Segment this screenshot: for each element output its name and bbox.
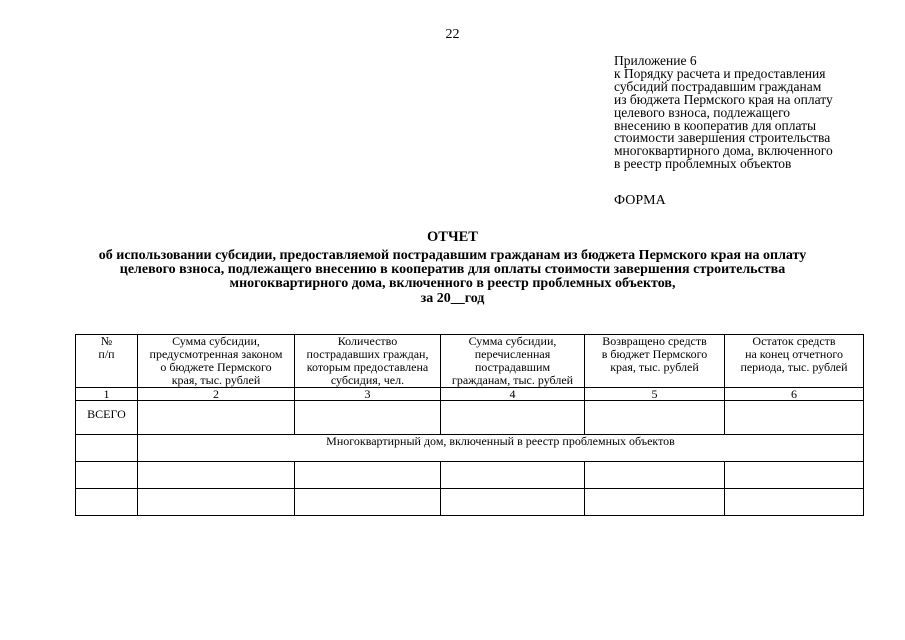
- appendix-line: к Порядку расчета и предоставления: [614, 65, 826, 81]
- column-number: 1: [76, 388, 138, 401]
- report-table: [75, 334, 864, 516]
- column-number: 6: [725, 388, 864, 401]
- table-cell: [585, 401, 725, 435]
- section-label: Многоквартирный дом, включенный в реестр проблемных объектов: [138, 435, 864, 462]
- appendix-line: в реестр проблемных объектов: [614, 156, 792, 172]
- table-row: [76, 462, 864, 489]
- document-subtitle: [40, 249, 865, 306]
- header-cell-subsidy-planned: Сумма субсидии, предусмотренная законом о бюджете Пермского края, тыс. рублей: [138, 335, 295, 388]
- subtitle-line: целевого взноса, подлежащего внесению в кооператив для оплаты стоимости завершения строительства: [119, 262, 786, 278]
- appendix-line: из бюджета Пермского края на оплату: [614, 91, 833, 107]
- table-header-row: [76, 335, 864, 388]
- table-cell: [138, 462, 295, 489]
- form-label: ФОРМА: [614, 193, 666, 208]
- total-row: [76, 401, 864, 435]
- column-number: 5: [585, 388, 725, 401]
- table-cell: [725, 462, 864, 489]
- column-number: 2: [138, 388, 295, 401]
- table-cell: [725, 489, 864, 516]
- appendix-line: многоквартирного дома, включенного: [614, 143, 833, 159]
- column-number: 3: [295, 388, 441, 401]
- subtitle-line: за 20__год: [420, 290, 485, 306]
- appendix-line: стоимости завершения строительства: [614, 130, 831, 146]
- appendix-header: [614, 55, 889, 171]
- appendix-line: Приложение 6: [614, 53, 697, 68]
- subtitle-line: многоквартирного дома, включенного в реестр проблемных объектов,: [229, 276, 676, 292]
- appendix-line: целевого взноса, подлежащего: [614, 104, 791, 120]
- table-cell: [138, 401, 295, 435]
- table-cell: [295, 489, 441, 516]
- subtitle-line: об использовании субсидии, предоставляемой пострадавшим гражданам из бюджета Пермского края на оплату: [98, 248, 807, 263]
- column-number-row: [76, 388, 864, 401]
- table-row: [76, 489, 864, 516]
- table-cell: [441, 489, 585, 516]
- table-cell: [585, 462, 725, 489]
- table-cell: [585, 489, 725, 516]
- document-title: ОТЧЕТ: [427, 229, 478, 245]
- total-label: ВСЕГО: [76, 401, 138, 435]
- table-cell: [725, 401, 864, 435]
- table-cell: [76, 489, 138, 516]
- table-cell: [138, 489, 295, 516]
- appendix-line: субсидий пострадавшим гражданам: [614, 78, 822, 94]
- appendix-line: внесению в кооператив для оплаты: [614, 117, 817, 133]
- table-cell: [295, 401, 441, 435]
- header-cell-citizens-count: Количество пострадавших граждан, которым предоставлена субсидия, чел.: [295, 335, 441, 388]
- table-cell: [76, 435, 138, 462]
- header-cell-subsidy-transferred: Сумма субсидии, перечисленная пострадавшим гражданам, тыс. рублей: [441, 335, 585, 388]
- table-cell: [441, 401, 585, 435]
- page-number: 22: [445, 27, 460, 42]
- section-row: [76, 435, 864, 462]
- table-cell: [295, 462, 441, 489]
- table-cell: [76, 462, 138, 489]
- column-number: 4: [441, 388, 585, 401]
- header-cell-returned: Возвращено средств в бюджет Пермского края, тыс. рублей: [585, 335, 725, 388]
- header-cell-remainder: Остаток средств на конец отчетного периода, тыс. рублей: [725, 335, 864, 388]
- header-cell-number: № п/п: [76, 335, 138, 388]
- table-cell: [441, 462, 585, 489]
